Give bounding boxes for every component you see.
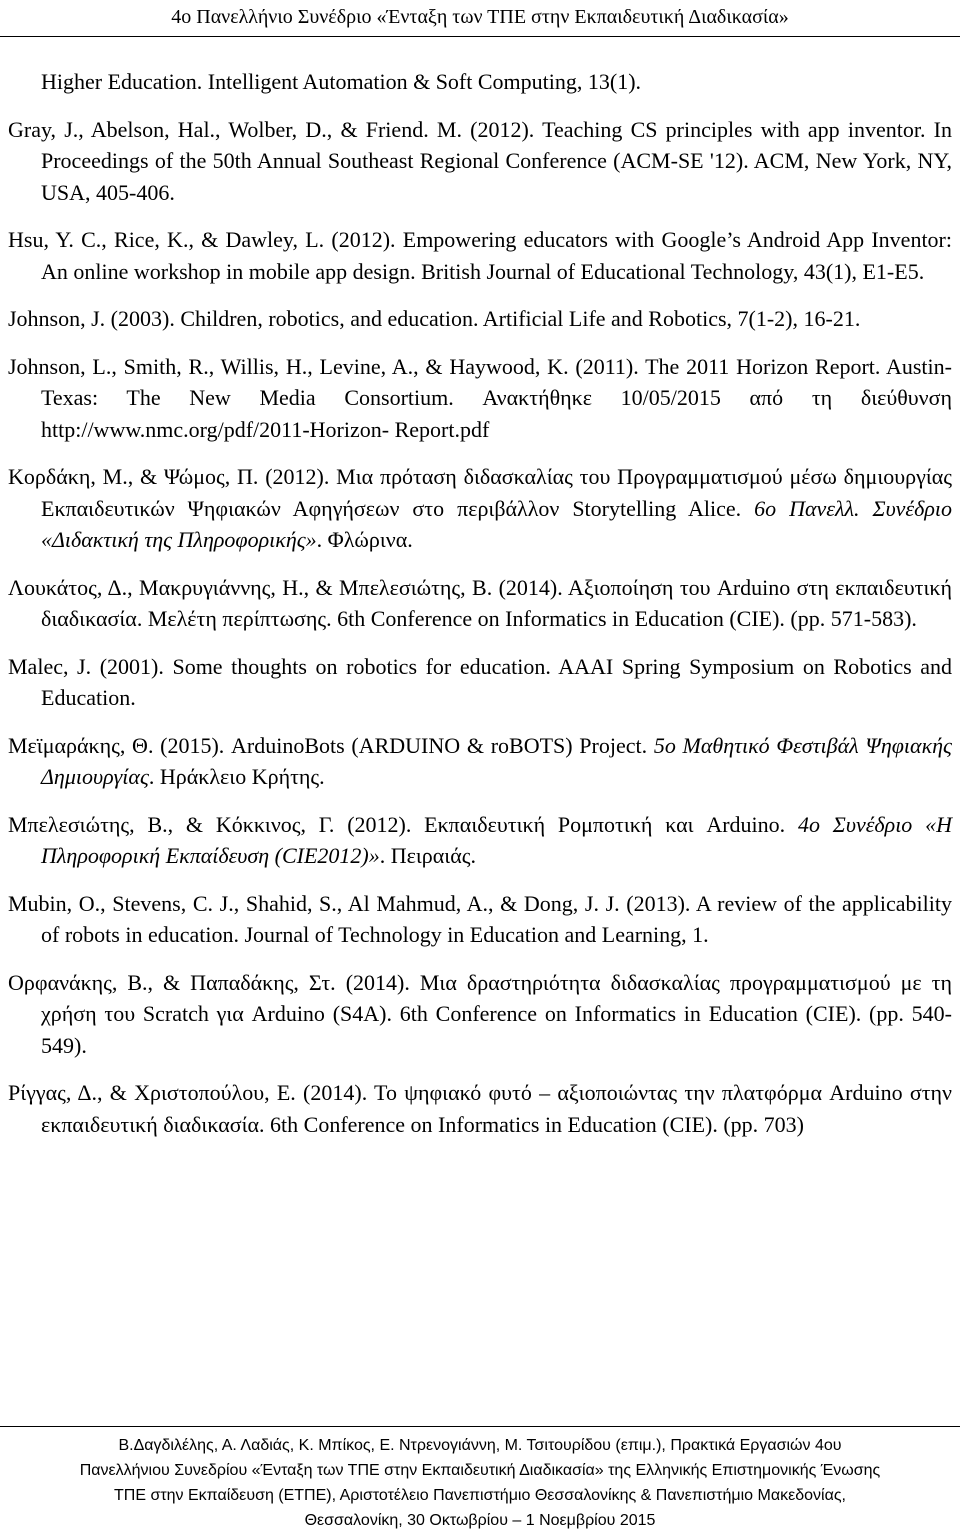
footer-divider [0,1426,960,1427]
reference-item [8,651,952,714]
reference-item [8,114,952,209]
reference-text-end: . Ηράκλειο Κρήτης. [148,764,325,789]
footer-line: ΤΠΕ στην Εκπαίδευση (ΕΤΠΕ), Αριστοτέλειο Πανεπιστήμιο Θεσσαλονίκης & Πανεπιστήμιο Μακεδονίας, [114,1487,846,1504]
reference-text: Hsu, Y. C., Rice, K., & Dawley, L. (2012). Empowering educators with Google’s Android App Inventor: An online workshop in mobile app design. British Journal of Educational Technology, 43(1), E1-E5. [8,227,952,284]
reference-text: Johnson, J. (2003). Children, robotics, and education. Artificial Life and Robotics, 7(1-2), 16-21. [8,306,861,331]
page-header [0,0,960,37]
reference-text: Μεϊμαράκης, Θ. (2015). ArduinoBots (ARDUINO & roBOTS) Project. [8,732,654,758]
reference-text: Ρίγγας, Δ., & Χριστοπούλου, Ε. (2014). Το ψηφιακό φυτό – αξιοποιώντας την πλατφόρμα Arduino στην εκπαιδευτική διαδικασία. 6th Conference on Informatics in Education (CIE). (pp. 703) [8,1080,952,1137]
reference-item [8,809,952,872]
reference-item [8,1077,952,1140]
footer-line: Θεσσαλονίκη, 30 Οκτωβρίου – 1 Νοεμβρίου 2015 [304,1512,656,1529]
reference-text: Malec, J. (2001). Some thoughts on robotics for education. AAAI Spring Symposium on Robotics and Education. [8,653,952,710]
reference-item [8,888,952,951]
reference-text: Higher Education. Intelligent Automation & Soft Computing, 13(1). [41,69,642,94]
reference-list [8,66,952,1156]
reference-text: Ορφανάκης, Β., & Παπαδάκης, Στ. (2014). Μια δραστηριότητα διδασκαλίας προγραμματισμού με τη χρήση του Scratch για Arduino (S4A). 6th Conference on Informatics in Education (CIE). (pp. 540-549). [8,969,952,1058]
reference-item [8,461,952,556]
reference-text-end: . Φλώρινα. [316,527,413,552]
reference-item [8,572,952,635]
reference-text: Λουκάτος, Δ., Μακρυγιάννης, Η., & Μπελεσιώτης, Β. (2014). Αξιοποίηση του Arduino στη εκπαιδευτική διαδικασία. Μελέτη περίπτωσης. 6th Conference on Informatics in Education (CIE). (pp. 571-583). [8,574,952,631]
page-footer [0,1433,960,1533]
reference-text: Johnson, L., Smith, R., Willis, H., Levine, A., & Haywood, K. (2011). The 2011 Horizon Report. Austin-Texas: The New Media Consortium. Ανακτήθηκε 10/05/2015 από τη διεύθυνση http://www.nmc.org/pdf/2011-Horizon- Report.pdf [8,353,952,442]
footer-line: Β.Δαγδιλέλης, Α. Λαδιάς, Κ. Μπίκος, Ε. Ντρενογιάννη, Μ. Τσιτουρίδου (επιμ.), Πρακτικά Εργασιών 4ου [118,1437,842,1454]
reference-text: Μπελεσιώτης, Β., & Κόκκινος, Γ. (2012). Εκπαιδευτική Ρομποτική και Arduino. [8,811,798,837]
reference-venue: 4ο Συνέδριο «Η Πληροφορική Εκπαίδευση (CIE2012)» [41,811,952,868]
reference-text: Mubin, O., Stevens, C. J., Shahid, S., Al Mahmud, A., & Dong, J. J. (2013). A review of the applicability of robots in education. Journal of Technology in Education and Learning, 1. [8,890,952,947]
reference-text-end: . Πειραιάς. [379,843,476,868]
reference-item [8,730,952,793]
reference-item [8,351,952,446]
reference-item [8,66,952,98]
reference-text: Gray, J., Abelson, Hal., Wolber, D., & Friend. M. (2012). Teaching CS principles with app inventor. In Proceedings of the 50th Annual Southeast Regional Conference (ACM-SE '12). ACM, New York, NY, USA, 405-406. [8,116,952,205]
reference-text: Κορδάκη, Μ., & Ψώμος, Π. (2012). Μια πρόταση διδασκαλίας του Προγραμματισμού μέσω δημιουργίας Εκπαιδευτικών Ψηφιακών Αφηγήσεων στο περιβάλλον Storytelling Alice. [8,464,952,521]
reference-item [8,224,952,287]
footer-line: Πανελλήνιου Συνεδρίου «Ένταξη των ΤΠΕ στην Εκπαιδευτική Διαδικασία» της Ελληνικής Επιστημονικής Ένωσης [79,1462,881,1479]
reference-venue: 6ο Πανελλ. Συνέδριο «Διδακτική της Πληροφορικής» [41,495,952,552]
reference-item [8,303,952,335]
header-title: 4ο Πανελλήνιο Συνέδριο «Ένταξη των ΤΠΕ στην Εκπαιδευτική Διαδικασία» [171,6,789,28]
reference-item [8,967,952,1062]
reference-venue: 5ο Μαθητικό Φεστιβάλ Ψηφιακής Δημιουργίας [41,732,952,789]
